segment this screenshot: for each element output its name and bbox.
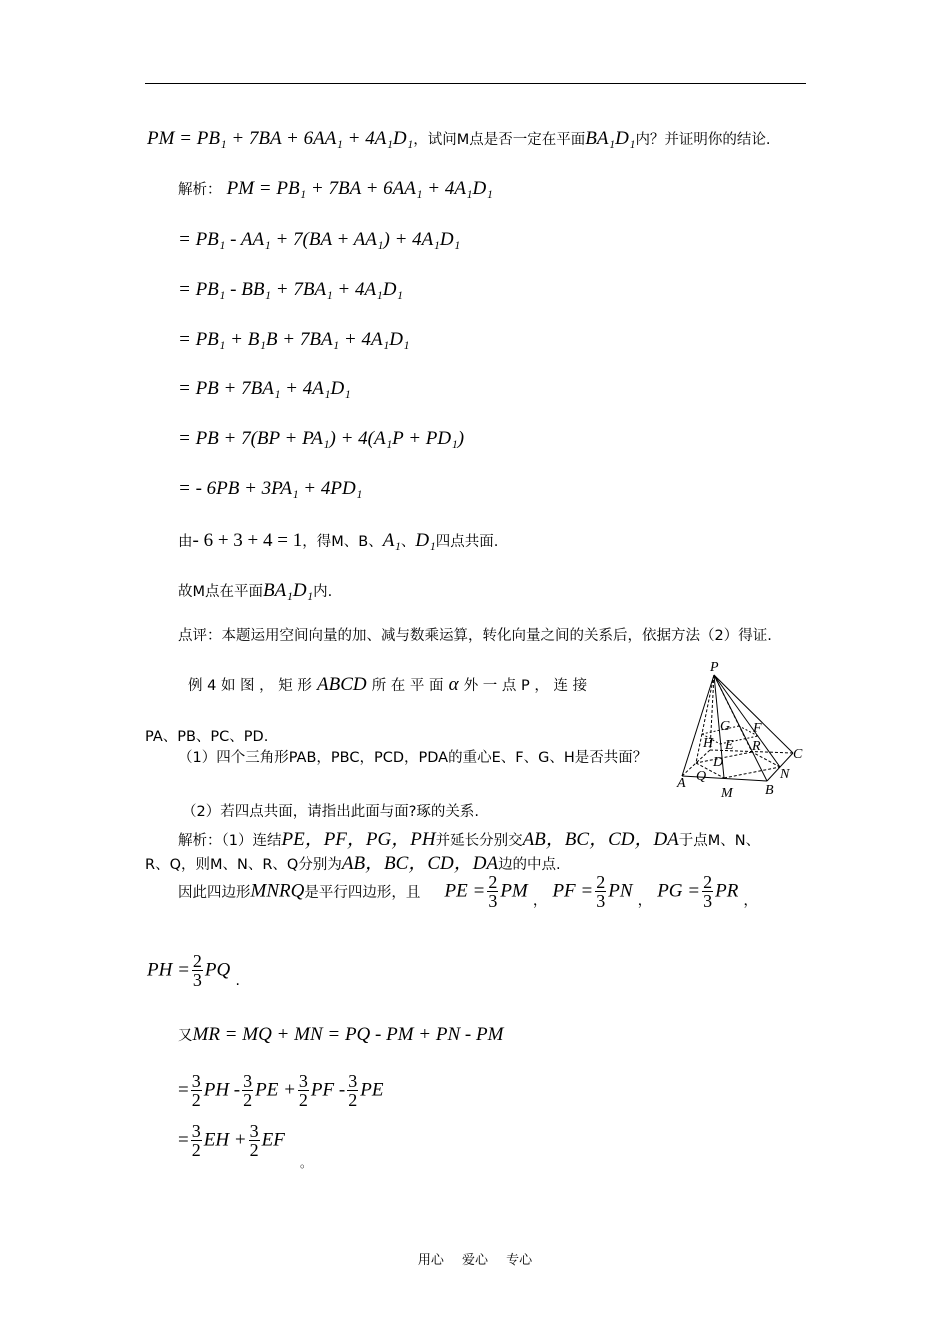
header-rule	[145, 83, 806, 84]
fraction-three-halves	[191, 1122, 202, 1159]
edge-ab	[682, 776, 767, 781]
numerator: 2	[192, 951, 202, 971]
relation-ph-line	[147, 952, 240, 989]
derivation-step: PM = PB₁ + 7BA + 6AA₁ + 4A₁D₁	[226, 178, 493, 199]
example4-question2: （2）若四点共面，请指出此面与面?琢的关系.	[182, 804, 480, 820]
solution2-line3	[178, 873, 758, 910]
solution-first-line	[178, 178, 493, 200]
segment-list: AB，BC，CD，DA	[341, 853, 499, 874]
text-mid: 并延长分别交	[435, 833, 523, 849]
figure-label: H	[703, 736, 714, 751]
denominator: 3	[192, 970, 202, 990]
text-pre: 由	[178, 534, 193, 550]
question-text: ，试问M点是否一定在平面	[413, 132, 586, 148]
denominator: 3	[596, 891, 606, 911]
plane-label: BA₁D₁	[263, 580, 314, 601]
text-mid: 是平行四边形，且	[304, 885, 421, 901]
vector-mr-line	[178, 1024, 503, 1046]
text-pre: R、Q，则M、N、R、Q分别为	[145, 857, 342, 873]
fraction-three-halves	[249, 1122, 260, 1159]
equation-step3	[178, 1122, 285, 1159]
example-mid: 所 在 平 面	[371, 678, 444, 694]
text-pre: 解析：（1）连结	[178, 833, 282, 849]
relation-ph: PH =	[147, 959, 190, 981]
text-pre: 因此四边形	[178, 885, 251, 901]
numerator: 3	[298, 1071, 308, 1091]
solution2-line2	[145, 848, 561, 875]
vector-pr: PR	[715, 880, 739, 902]
numerator: 2	[703, 872, 713, 892]
term-ph: PH -	[203, 1079, 241, 1101]
derivation-step: = PB₁ - BB₁ + 7BA₁ + 4A₁D₁	[178, 279, 404, 300]
example4-connect: PA、PB、PC、PD.	[145, 729, 269, 745]
text-mid: ，得M、B、	[302, 534, 383, 550]
figure-label: Q	[696, 769, 707, 784]
question-line	[147, 128, 771, 150]
numerator: 2	[596, 872, 606, 892]
derivation-step: = - 6PB + 3PA₁ + 4PD₁	[178, 478, 363, 499]
numerator: 3	[191, 1071, 201, 1091]
figure-label: F	[753, 721, 762, 736]
comma: ，	[532, 893, 548, 909]
denominator: 3	[488, 891, 498, 911]
relation-pg: PG =	[657, 880, 701, 902]
denominator: 2	[191, 1090, 201, 1110]
vector-pq: PQ	[204, 959, 231, 981]
denominator: 2	[348, 1090, 358, 1110]
figure-label: G	[720, 719, 731, 734]
point-d1: D₁	[415, 530, 436, 551]
fraction-two-thirds	[702, 873, 713, 910]
comma: ，	[637, 893, 653, 909]
fraction-two-thirds	[192, 952, 203, 989]
period: .	[235, 973, 240, 989]
figure-label: D	[713, 755, 724, 770]
separator: 、	[400, 534, 416, 550]
alpha-symbol: α	[448, 674, 459, 695]
fraction-three-halves	[191, 1072, 202, 1109]
example-tail: 外 一 点 P ， 连 接	[463, 678, 588, 694]
text-post: 边的中点.	[498, 857, 561, 873]
solution2-line1	[178, 824, 760, 851]
derivation-step: = PB₁ - AA₁ + 7(BA + AA₁) + 4A₁D₁	[178, 229, 461, 250]
numerator: 3	[249, 1121, 259, 1141]
pyramid-figure	[672, 658, 810, 800]
term-pe: PE	[360, 1079, 384, 1101]
figure-label: B	[765, 783, 774, 798]
numerator: 3	[191, 1121, 201, 1141]
numerator: 3	[243, 1071, 253, 1091]
coefficient-sum: - 6 + 3 + 4 = 1	[192, 530, 303, 551]
end-mark: 。	[300, 1156, 313, 1170]
vector-pn: PN	[608, 880, 633, 902]
plane-label: BA₁D₁	[585, 128, 636, 149]
segment-rq	[696, 752, 752, 763]
point-a1: A₁	[382, 530, 401, 551]
text-pre: 故M点在平面	[178, 584, 264, 600]
term-ef: EF	[261, 1129, 285, 1151]
comment-paragraph: 点评：本题运用空间向量的加、减与数乘运算，转化向量之间的关系后，依据方法（2）得证.	[178, 628, 772, 644]
equation-step2	[178, 1072, 383, 1109]
coplanar-conclusion	[178, 530, 498, 552]
derivation-step: = PB + 7(BP + PA₁) + 4(A₁P + PD₁)	[178, 428, 465, 449]
fraction-two-thirds	[595, 873, 606, 910]
figure-label: P	[710, 660, 719, 675]
equation-mr: MR = MQ + MN = PQ - PM + PN - PM	[192, 1024, 504, 1045]
solution-label: 解析：	[178, 182, 222, 198]
term-eh: EH +	[203, 1129, 247, 1151]
example4-title	[188, 674, 587, 696]
formula: PM = PB₁ + 7BA + 6AA₁ + 4A₁D₁	[147, 128, 414, 149]
vector-list: PE，PF，PG，PH	[281, 829, 436, 850]
numerator: 3	[348, 1071, 358, 1091]
figure-label: E	[725, 738, 734, 753]
example-lead: 例 4 如 图 ， 矩 形	[188, 678, 312, 694]
term-pe: PE +	[255, 1079, 296, 1101]
derivation-step: = PB + 7BA₁ + 4A₁D₁	[178, 378, 351, 399]
plane-conclusion	[178, 580, 332, 602]
fraction-three-halves	[347, 1072, 358, 1109]
text-post: 于点M、N、	[678, 833, 761, 849]
quad-label: MNRQ	[250, 880, 305, 902]
relation-pf: PF =	[552, 880, 594, 902]
denominator: 2	[243, 1090, 253, 1110]
fraction-two-thirds	[487, 873, 498, 910]
denominator: 2	[249, 1140, 259, 1160]
figure-label: C	[793, 747, 803, 762]
figure-label: N	[780, 767, 790, 782]
relation-pe: PE =	[444, 880, 486, 902]
question-tail: 内？并证明你的结论.	[635, 132, 771, 148]
equals: =	[178, 1129, 189, 1151]
figure-label: R	[752, 739, 761, 754]
fraction-three-halves	[298, 1072, 309, 1109]
numerator: 2	[488, 872, 498, 892]
figure-label: M	[721, 786, 733, 800]
text-again: 又	[178, 1028, 193, 1044]
rect-label: ABCD	[316, 674, 367, 695]
page-footer: 用心 爱心 专心	[417, 1253, 533, 1268]
denominator: 3	[703, 891, 713, 911]
comma: ，	[743, 893, 758, 909]
derivation-step: = PB₁ + B₁B + 7BA₁ + 4A₁D₁	[178, 329, 410, 350]
segment-list: AB，BC，CD，DA	[522, 829, 679, 850]
denominator: 2	[191, 1140, 201, 1160]
text-post: 四点共面.	[435, 534, 499, 550]
vector-pm: PM	[500, 880, 528, 902]
term-pf: PF -	[310, 1079, 346, 1101]
figure-label: A	[677, 776, 686, 791]
text-post: 内.	[313, 584, 333, 600]
equals: =	[178, 1079, 189, 1101]
denominator: 2	[298, 1090, 308, 1110]
example4-question1: （1）四个三角形PAB，PBC，PCD，PDA的重心E、F、G、H是否共面？	[178, 750, 648, 766]
fraction-three-halves	[242, 1072, 253, 1109]
